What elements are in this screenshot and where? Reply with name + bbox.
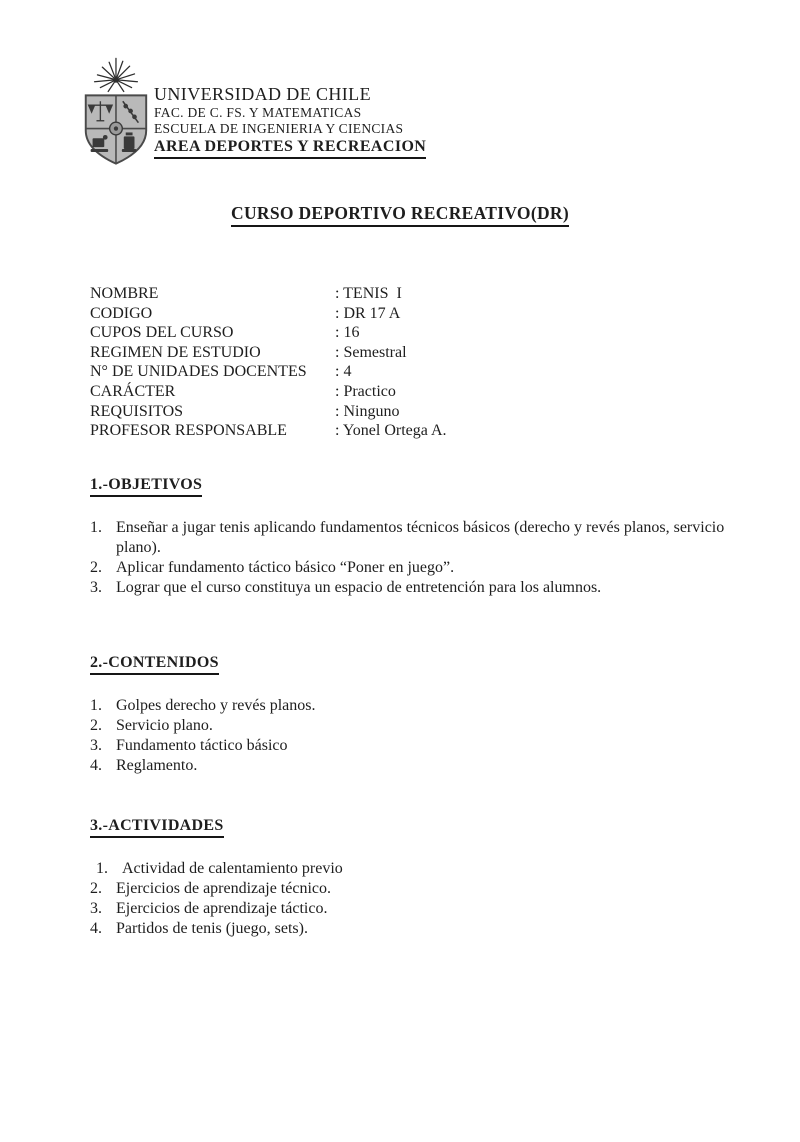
school-name: ESCUELA DE INGENIERIA Y CIENCIAS [154, 120, 404, 136]
faculty-name: FAC. DE C. FS. Y MATEMATICAS [154, 105, 362, 120]
list-item [90, 716, 738, 736]
item-text: Golpes derecho y revés planos. [116, 696, 316, 714]
info-label: NOMBRE [90, 285, 159, 302]
info-value: : Ninguno [335, 402, 400, 420]
list-item [90, 578, 738, 598]
item-number: 3. [90, 736, 102, 754]
item-number: 2. [90, 558, 102, 576]
item-number: 1. [96, 859, 108, 877]
item-text: Partidos de tenis (juego, sets). [116, 919, 308, 937]
list-item [90, 899, 738, 919]
title-row [0, 203, 800, 227]
info-row-cupos [90, 323, 800, 343]
info-row-regimen [90, 343, 800, 363]
list-item [90, 558, 738, 578]
item-number: 2. [90, 716, 102, 734]
item-text: Enseñar a jugar tenis aplicando fundamentos técnicos básicos (derecho y revés planos, servicio plano). [116, 518, 725, 556]
document-title: CURSO DEPORTIVO RECREATIVO(DR) [231, 203, 569, 227]
info-row-codigo [90, 304, 800, 324]
info-value: : Practico [335, 382, 396, 400]
actividades-list [90, 859, 738, 939]
department-name: AREA DEPORTES Y RECREACION [154, 138, 426, 159]
info-label: REGIMEN DE ESTUDIO [90, 343, 261, 361]
info-label: PROFESOR RESPONSABLE [90, 422, 287, 440]
objetivos-list [90, 518, 738, 598]
item-text: Ejercicios de aprendizaje táctico. [116, 899, 328, 917]
list-item [90, 919, 738, 939]
info-value: : TENIS I [335, 285, 402, 302]
letterhead [76, 56, 800, 166]
section-actividades [90, 817, 738, 939]
info-label: CUPOS DEL CURSO [90, 324, 234, 342]
university-name: UNIVERSIDAD DE CHILE [154, 84, 371, 104]
item-number: 3. [90, 578, 102, 596]
info-value: : DR 17 A [335, 304, 401, 322]
info-value: : Semestral [335, 343, 407, 361]
list-item [90, 696, 738, 716]
info-row-caracter [90, 382, 800, 402]
list-item [90, 518, 738, 558]
info-row-nombre [90, 284, 800, 304]
info-label: REQUISITOS [90, 402, 184, 420]
item-number: 1. [90, 696, 102, 714]
info-label: CARÁCTER [90, 382, 176, 400]
info-value: : 4 [335, 363, 352, 381]
info-label: CODIGO [90, 304, 153, 322]
info-row-unidades [90, 362, 800, 382]
section-contenidos [90, 654, 738, 776]
section-objetivos [90, 476, 738, 598]
list-item [90, 859, 738, 879]
item-number: 3. [90, 899, 102, 917]
course-info-table [90, 284, 800, 441]
item-text: Fundamento táctico básico [116, 736, 288, 754]
letterhead-text [154, 56, 426, 159]
item-number: 4. [90, 919, 102, 937]
item-text: Ejercicios de aprendizaje técnico. [116, 879, 331, 897]
list-item [90, 736, 738, 756]
list-item [90, 756, 738, 776]
info-value: : 16 [335, 324, 360, 342]
item-text: Servicio plano. [116, 716, 213, 734]
section-contenidos-heading: 2.-CONTENIDOS [90, 654, 219, 675]
info-value: : Yonel Ortega A. [335, 422, 447, 440]
item-number: 1. [90, 518, 102, 536]
university-crest-icon [76, 56, 154, 166]
section-objetivos-heading: 1.-OBJETIVOS [90, 476, 202, 497]
item-text: Reglamento. [116, 756, 198, 774]
info-row-profesor [90, 421, 800, 441]
list-item [90, 879, 738, 899]
item-number: 4. [90, 756, 102, 774]
info-label: N° DE UNIDADES DOCENTES [90, 363, 307, 381]
info-row-requisitos [90, 402, 800, 422]
item-text: Aplicar fundamento táctico básico “Poner en juego”. [116, 558, 455, 576]
section-actividades-heading: 3.-ACTIVIDADES [90, 817, 224, 838]
item-text: Actividad de calentamiento previo [122, 859, 343, 877]
item-text: Lograr que el curso constituya un espacio de entretención para los alumnos. [116, 578, 602, 596]
item-number: 2. [90, 879, 102, 897]
contenidos-list [90, 696, 738, 776]
